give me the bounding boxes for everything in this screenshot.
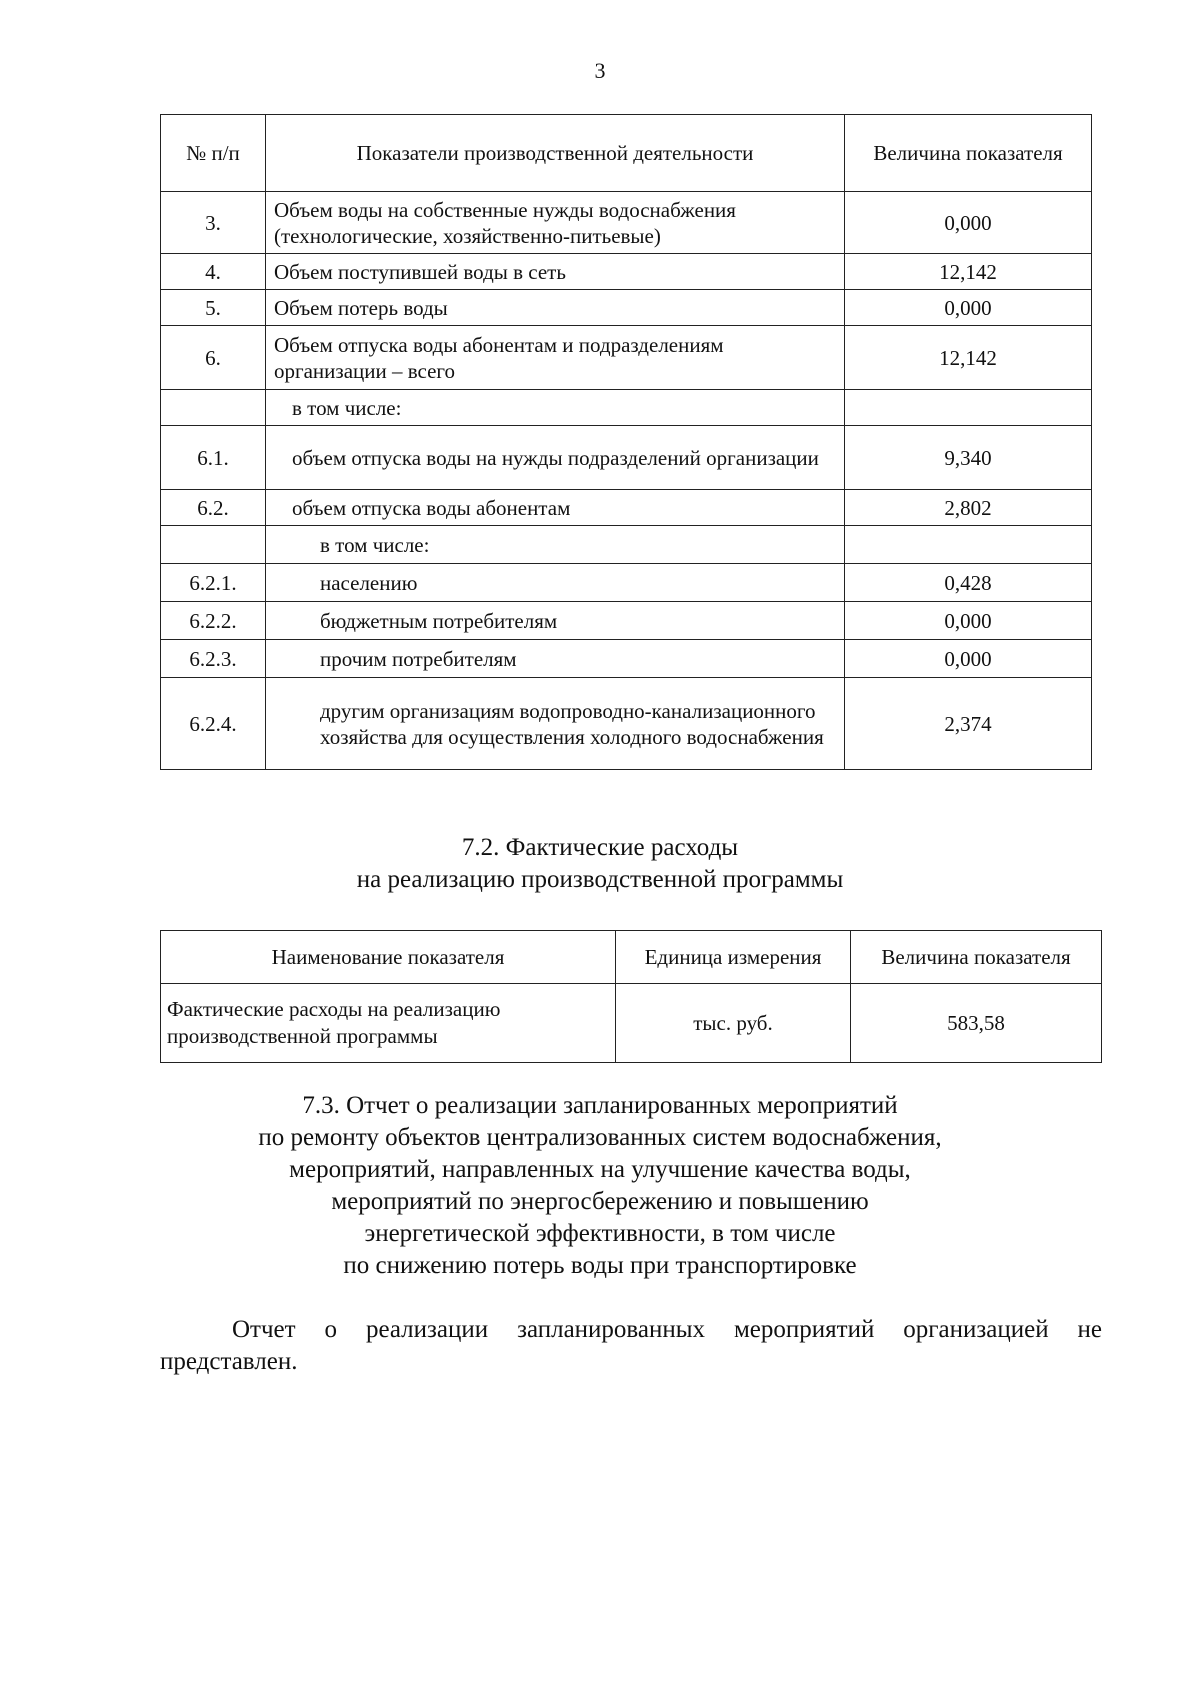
heading-line: 7.2. Фактические расходы <box>461 834 739 861</box>
row-value: 2,802 <box>845 490 1092 526</box>
heading-line: энергетической эффективности, в том числе <box>364 1220 836 1247</box>
header-unit: Единица измерения <box>616 931 851 984</box>
table-row <box>161 254 1092 290</box>
row-value <box>845 390 1092 426</box>
table-header-row <box>161 115 1092 192</box>
row-number: 6.2.1. <box>161 564 266 602</box>
expenses-table <box>160 930 1102 1063</box>
row-number: 5. <box>161 290 266 326</box>
row-number: 6.2.3. <box>161 640 266 678</box>
row-number: 4. <box>161 254 266 290</box>
row-value: 0,428 <box>845 564 1092 602</box>
row-name: Фактические расходы на реализацию производственной программы <box>161 984 616 1063</box>
heading-line: 7.3. Отчет о реализации запланированных мероприятий <box>302 1092 898 1119</box>
row-name: в том числе: <box>266 526 845 564</box>
row-name: Объем поступившей воды в сеть <box>266 254 845 290</box>
header-indicator-name: Наименование показателя <box>161 931 616 984</box>
table-row <box>161 192 1092 254</box>
row-name: Объем потерь воды <box>266 290 845 326</box>
heading-line: по ремонту объектов централизованных систем водоснабжения, <box>258 1124 942 1151</box>
row-value: 2,374 <box>845 678 1092 770</box>
row-value: 0,000 <box>845 640 1092 678</box>
heading-line: мероприятий по энергосбережению и повышению <box>331 1188 869 1215</box>
row-name: объем отпуска воды на нужды подразделений организации <box>266 426 845 490</box>
report-paragraph: Отчет о реализации запланированных мероприятий организацией не представлен. <box>160 1316 1102 1375</box>
heading-line: на реализацию производственной программы <box>356 866 844 893</box>
row-name: Объем отпуска воды абонентам и подразделениям организации – всего <box>266 326 845 390</box>
section-7-3-heading <box>0 1090 1200 1282</box>
header-indicator: Показатели производственной деятельности <box>266 115 845 192</box>
section-7-2-heading <box>0 832 1200 896</box>
table-row <box>161 526 1092 564</box>
row-value: 0,000 <box>845 602 1092 640</box>
table-row <box>161 678 1092 770</box>
table-row <box>161 490 1092 526</box>
table-row <box>161 640 1092 678</box>
row-name: в том числе: <box>266 390 845 426</box>
row-name: другим организациям водопроводно-канализационного хозяйства для осуществления холодного водоснабжения <box>266 678 845 770</box>
table-row <box>161 290 1092 326</box>
production-indicators-table <box>160 114 1092 770</box>
row-number: 6.2.2. <box>161 602 266 640</box>
table-row <box>161 564 1092 602</box>
table-header-row <box>161 931 1102 984</box>
row-value: 583,58 <box>851 984 1102 1063</box>
row-value: 0,000 <box>845 192 1092 254</box>
row-name: Объем воды на собственные нужды водоснабжения (технологические, хозяйственно-питьевые) <box>266 192 845 254</box>
header-value: Величина показателя <box>851 931 1102 984</box>
row-name: населению <box>266 564 845 602</box>
page-number: 3 <box>594 58 606 83</box>
table-row <box>161 326 1092 390</box>
row-value: 0,000 <box>845 290 1092 326</box>
table-row <box>161 426 1092 490</box>
row-value: 12,142 <box>845 326 1092 390</box>
row-number: 3. <box>161 192 266 254</box>
row-number: 6. <box>161 326 266 390</box>
row-number: 6.2.4. <box>161 678 266 770</box>
heading-line: мероприятий, направленных на улучшение качества воды, <box>289 1156 911 1183</box>
row-value <box>845 526 1092 564</box>
row-number: 6.2. <box>161 490 266 526</box>
row-number: 6.1. <box>161 426 266 490</box>
header-value: Величина показателя <box>845 115 1092 192</box>
row-name: бюджетным потребителям <box>266 602 845 640</box>
row-unit: тыс. руб. <box>616 984 851 1063</box>
row-name: прочим потребителям <box>266 640 845 678</box>
row-name: объем отпуска воды абонентам <box>266 490 845 526</box>
heading-line: по снижению потерь воды при транспортировке <box>343 1252 857 1279</box>
row-value: 12,142 <box>845 254 1092 290</box>
table-row <box>161 602 1092 640</box>
row-number <box>161 526 266 564</box>
table-row <box>161 390 1092 426</box>
row-value: 9,340 <box>845 426 1092 490</box>
table-row <box>161 984 1102 1063</box>
row-number <box>161 390 266 426</box>
header-number: № п/п <box>161 115 266 192</box>
